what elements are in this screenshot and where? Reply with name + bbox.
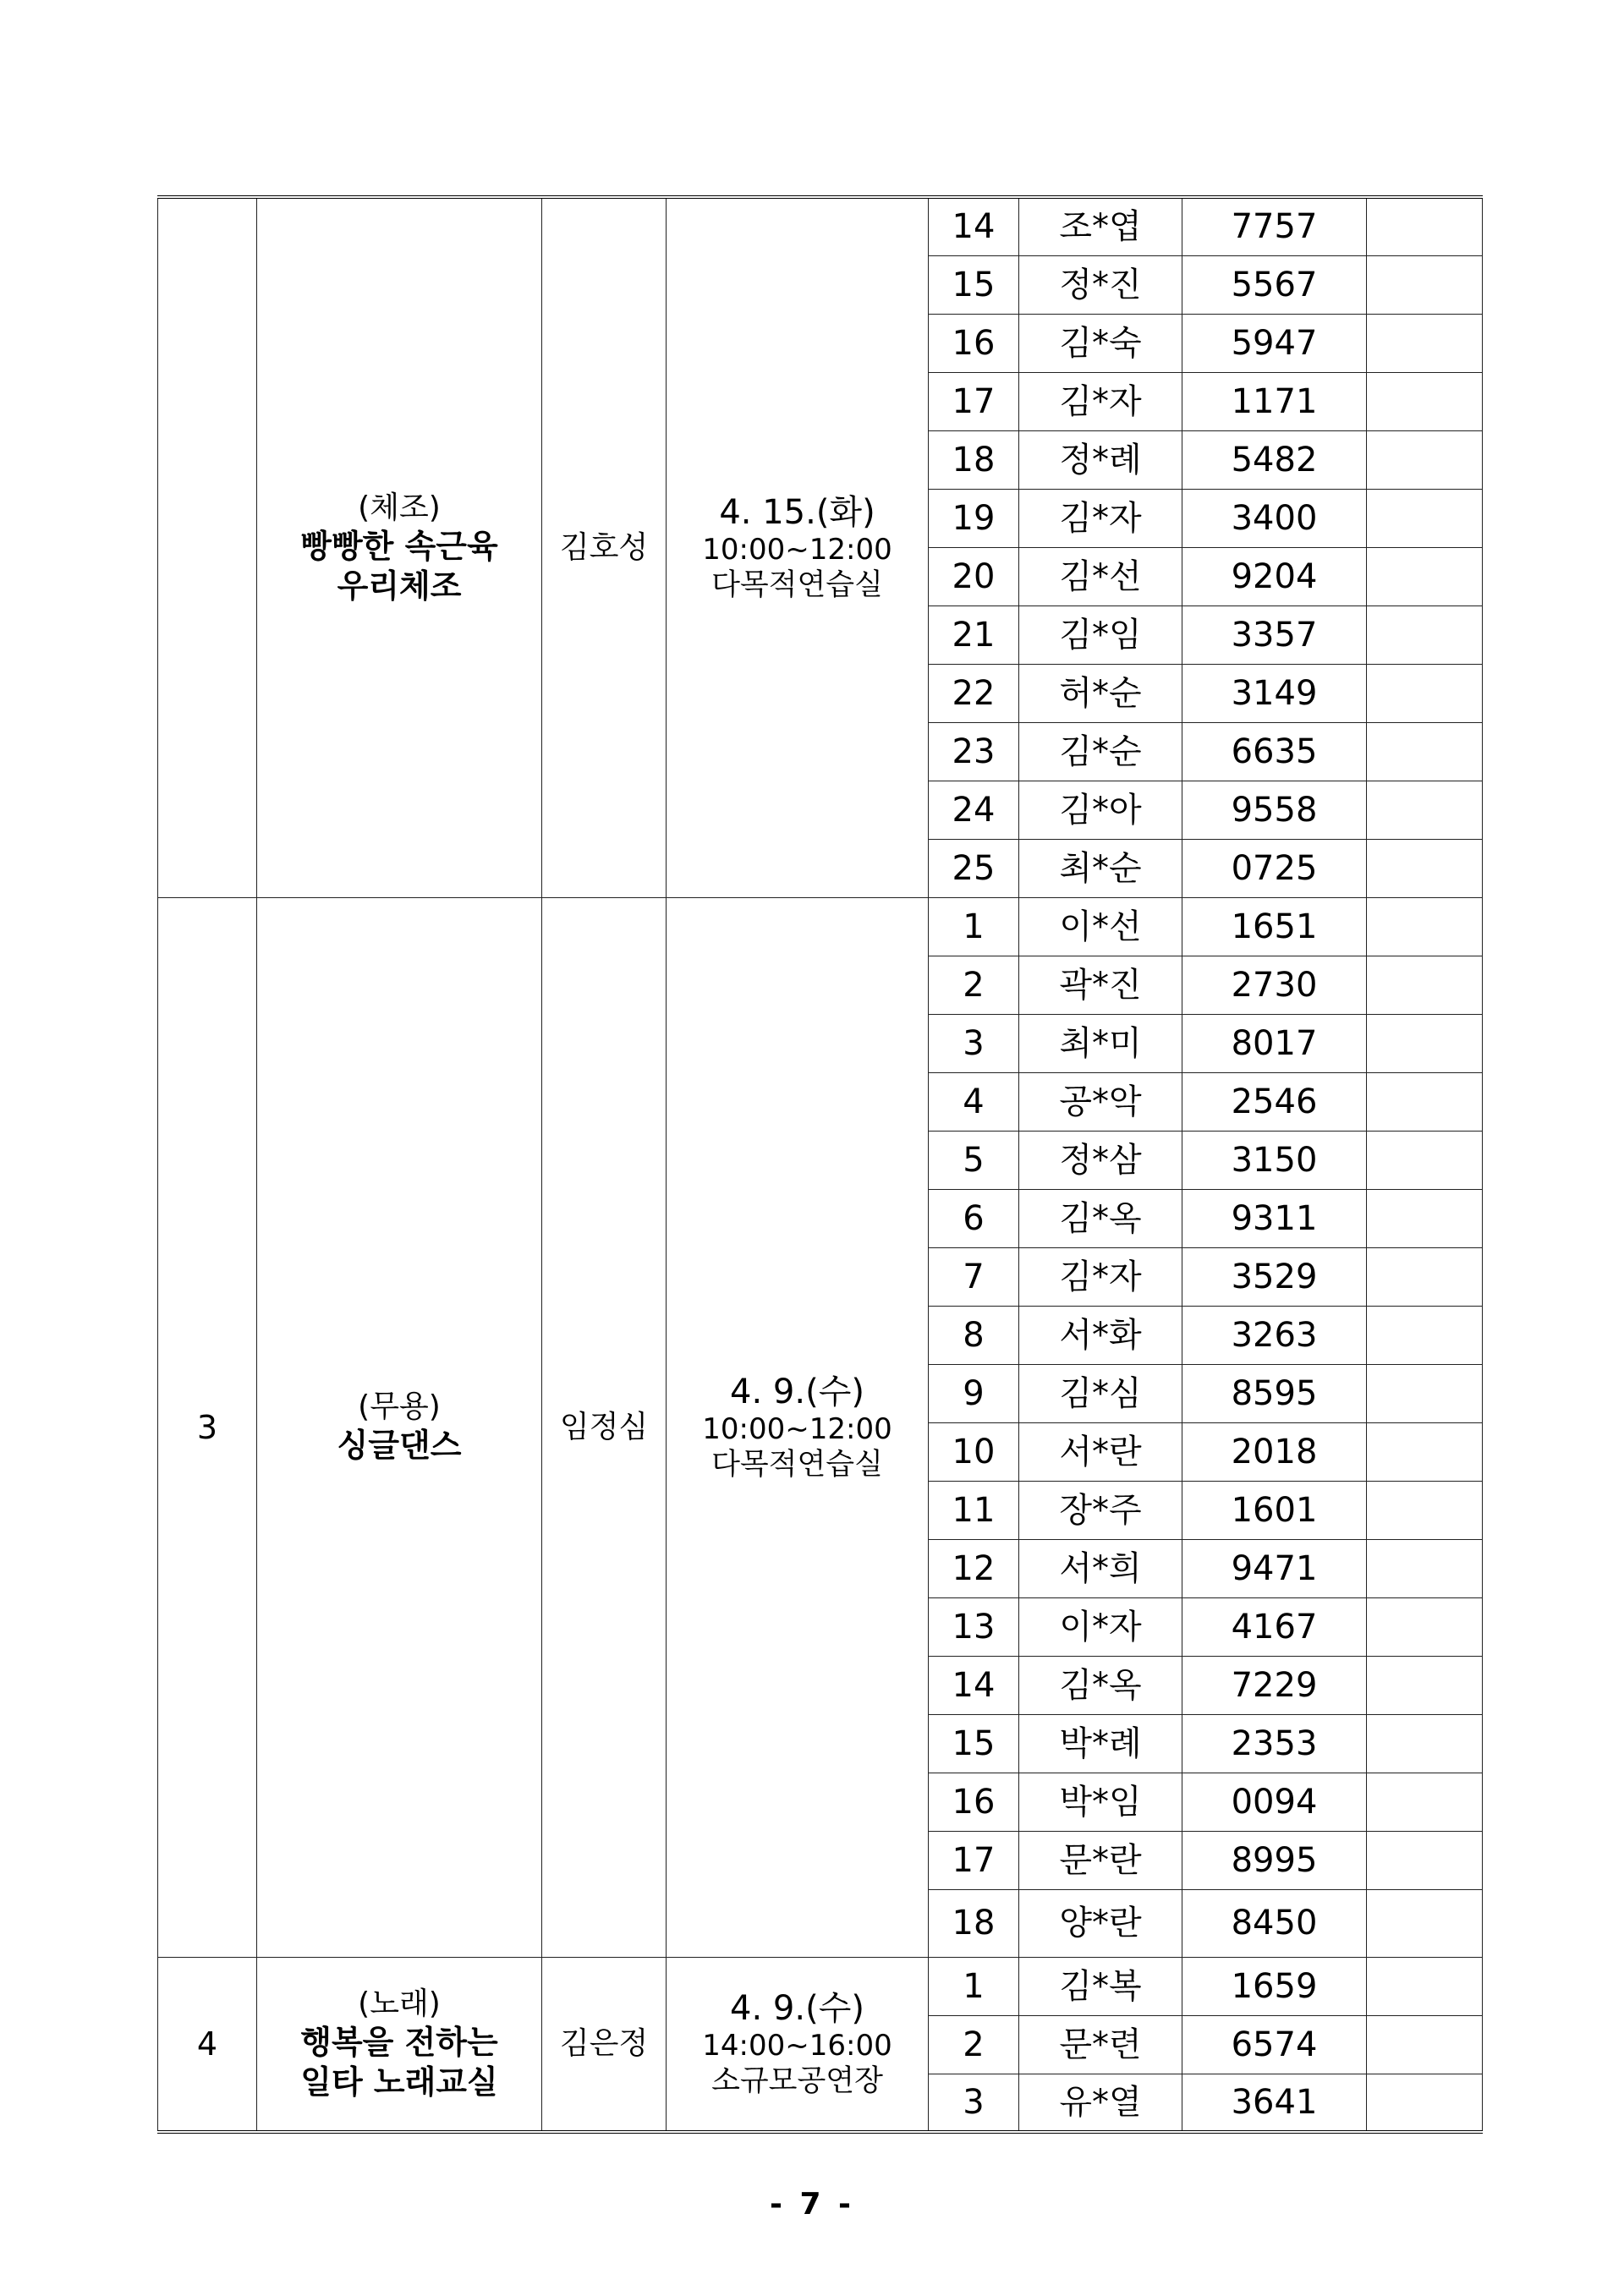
schedule-time: 14:00~16:00 — [702, 2029, 892, 2063]
participant-name: 김*순 — [1019, 722, 1182, 781]
participant-name: 문*련 — [1019, 2015, 1182, 2074]
participant-name: 양*란 — [1019, 1889, 1182, 1957]
participant-number: 4 — [929, 1072, 1019, 1131]
remarks-cell — [1367, 547, 1483, 606]
participant-code: 7757 — [1182, 197, 1367, 255]
participant-code: 9311 — [1182, 1189, 1367, 1247]
program-name-line: 빵빵한 속근육 — [300, 527, 498, 565]
program-name-line: 일타 노래교실 — [300, 2063, 498, 2101]
remarks-cell — [1367, 1957, 1483, 2015]
participant-code: 6574 — [1182, 2015, 1367, 2074]
participant-name: 장*주 — [1019, 1481, 1182, 1539]
remarks-cell — [1367, 372, 1483, 430]
program-number: 4 — [158, 1957, 257, 2132]
remarks-cell — [1367, 839, 1483, 897]
schedule — [667, 197, 929, 897]
program-title — [257, 197, 542, 897]
participant-code: 3357 — [1182, 606, 1367, 664]
participant-name: 문*란 — [1019, 1831, 1182, 1889]
participant-number: 8 — [929, 1306, 1019, 1364]
participant-code: 3149 — [1182, 664, 1367, 722]
participant-name: 김*아 — [1019, 781, 1182, 839]
program-category: (무용) — [358, 1389, 441, 1425]
remarks-cell — [1367, 781, 1483, 839]
participant-name: 김*자 — [1019, 1247, 1182, 1306]
participant-number: 13 — [929, 1597, 1019, 1656]
remarks-cell — [1367, 956, 1483, 1014]
schedule-date: 4. 15.(화) — [719, 493, 875, 533]
schedule-date: 4. 9.(수) — [730, 1989, 864, 2029]
participant-code: 8017 — [1182, 1014, 1367, 1072]
remarks-cell — [1367, 255, 1483, 314]
remarks-cell — [1367, 1597, 1483, 1656]
participant-number: 24 — [929, 781, 1019, 839]
participant-name: 유*열 — [1019, 2074, 1182, 2132]
participant-name: 김*선 — [1019, 547, 1182, 606]
participant-number: 15 — [929, 1714, 1019, 1773]
remarks-cell — [1367, 1422, 1483, 1481]
participant-name: 곽*진 — [1019, 956, 1182, 1014]
participant-name: 김*임 — [1019, 606, 1182, 664]
participant-name: 정*진 — [1019, 255, 1182, 314]
schedule-room: 다목적연습실 — [711, 568, 883, 603]
participant-number: 19 — [929, 489, 1019, 547]
participant-number: 2 — [929, 956, 1019, 1014]
participant-number: 17 — [929, 372, 1019, 430]
participant-number: 1 — [929, 897, 1019, 956]
schedule-room: 다목적연습실 — [711, 1447, 883, 1482]
participant-code: 4167 — [1182, 1597, 1367, 1656]
participant-number: 18 — [929, 1889, 1019, 1957]
participant-number: 18 — [929, 430, 1019, 489]
participant-name: 박*례 — [1019, 1714, 1182, 1773]
schedule — [667, 897, 929, 1957]
participant-code: 3400 — [1182, 489, 1367, 547]
participant-name: 서*화 — [1019, 1306, 1182, 1364]
remarks-cell — [1367, 722, 1483, 781]
remarks-cell — [1367, 1773, 1483, 1831]
participant-name: 서*희 — [1019, 1539, 1182, 1597]
program-number — [158, 197, 257, 897]
participant-code: 8595 — [1182, 1364, 1367, 1422]
remarks-cell — [1367, 1539, 1483, 1597]
participant-code: 9204 — [1182, 547, 1367, 606]
remarks-cell — [1367, 664, 1483, 722]
remarks-cell — [1367, 2074, 1483, 2132]
participant-number: 15 — [929, 255, 1019, 314]
participant-code: 3641 — [1182, 2074, 1367, 2132]
instructor-name: 임정심 — [542, 897, 667, 1957]
participant-code: 6635 — [1182, 722, 1367, 781]
participant-code: 1651 — [1182, 897, 1367, 956]
remarks-cell — [1367, 1831, 1483, 1889]
remarks-cell — [1367, 1889, 1483, 1957]
participant-number: 3 — [929, 2074, 1019, 2132]
participant-code: 0725 — [1182, 839, 1367, 897]
participant-code: 1659 — [1182, 1957, 1367, 2015]
program-category: (노래) — [358, 1986, 441, 2021]
participant-number: 23 — [929, 722, 1019, 781]
remarks-cell — [1367, 1189, 1483, 1247]
remarks-cell — [1367, 1656, 1483, 1714]
remarks-cell — [1367, 314, 1483, 372]
program-category: (체조) — [358, 490, 441, 525]
participant-name: 정*례 — [1019, 430, 1182, 489]
participant-code: 3150 — [1182, 1131, 1367, 1189]
participant-code: 0094 — [1182, 1773, 1367, 1831]
participant-code: 8995 — [1182, 1831, 1367, 1889]
remarks-cell — [1367, 1364, 1483, 1422]
participant-name: 공*악 — [1019, 1072, 1182, 1131]
participant-number: 11 — [929, 1481, 1019, 1539]
schedule-room: 소규모공연장 — [711, 2064, 883, 2099]
remarks-cell — [1367, 1014, 1483, 1072]
program-name-line: 행복을 전하는 — [300, 2023, 498, 2061]
participant-code: 3263 — [1182, 1306, 1367, 1364]
participant-code: 5947 — [1182, 314, 1367, 372]
remarks-cell — [1367, 1247, 1483, 1306]
participant-name: 김*자 — [1019, 372, 1182, 430]
schedule-time: 10:00~12:00 — [702, 533, 892, 567]
participant-number: 14 — [929, 1656, 1019, 1714]
participant-number: 16 — [929, 314, 1019, 372]
program-title — [257, 897, 542, 1957]
remarks-cell — [1367, 197, 1483, 255]
schedule-date: 4. 9.(수) — [730, 1373, 864, 1412]
participant-table — [157, 195, 1483, 2134]
participant-code: 8450 — [1182, 1889, 1367, 1957]
participant-code: 2018 — [1182, 1422, 1367, 1481]
instructor-name: 김은정 — [542, 1957, 667, 2132]
program-number: 3 — [158, 897, 257, 1957]
participant-name: 김*자 — [1019, 489, 1182, 547]
participant-number: 25 — [929, 839, 1019, 897]
participant-number: 20 — [929, 547, 1019, 606]
participant-number: 7 — [929, 1247, 1019, 1306]
participant-code: 3529 — [1182, 1247, 1367, 1306]
remarks-cell — [1367, 2015, 1483, 2074]
participant-code: 1601 — [1182, 1481, 1367, 1539]
participant-name: 김*옥 — [1019, 1656, 1182, 1714]
participant-code: 5482 — [1182, 430, 1367, 489]
remarks-cell — [1367, 430, 1483, 489]
participant-number: 17 — [929, 1831, 1019, 1889]
schedule — [667, 1957, 929, 2132]
remarks-cell — [1367, 1072, 1483, 1131]
participant-number: 12 — [929, 1539, 1019, 1597]
participant-code: 7229 — [1182, 1656, 1367, 1714]
participant-name: 조*엽 — [1019, 197, 1182, 255]
table-row — [158, 897, 1483, 956]
participant-name: 김*심 — [1019, 1364, 1182, 1422]
remarks-cell — [1367, 606, 1483, 664]
participant-number: 1 — [929, 1957, 1019, 2015]
participant-name: 정*삼 — [1019, 1131, 1182, 1189]
remarks-cell — [1367, 1306, 1483, 1364]
remarks-cell — [1367, 1714, 1483, 1773]
remarks-cell — [1367, 1481, 1483, 1539]
participant-name: 김*옥 — [1019, 1189, 1182, 1247]
participant-name: 최*순 — [1019, 839, 1182, 897]
participant-name: 최*미 — [1019, 1014, 1182, 1072]
participant-number: 22 — [929, 664, 1019, 722]
participant-name: 서*란 — [1019, 1422, 1182, 1481]
participant-name: 허*순 — [1019, 664, 1182, 722]
participant-code: 9558 — [1182, 781, 1367, 839]
remarks-cell — [1367, 489, 1483, 547]
participant-name: 이*자 — [1019, 1597, 1182, 1656]
participant-number: 10 — [929, 1422, 1019, 1481]
instructor-name: 김호성 — [542, 197, 667, 897]
table-row — [158, 1957, 1483, 2015]
participant-code: 9471 — [1182, 1539, 1367, 1597]
participant-number: 6 — [929, 1189, 1019, 1247]
participant-number: 21 — [929, 606, 1019, 664]
participant-code: 2353 — [1182, 1714, 1367, 1773]
program-name-line: 우리체조 — [337, 567, 462, 606]
participant-number: 5 — [929, 1131, 1019, 1189]
participant-code: 2546 — [1182, 1072, 1367, 1131]
participant-number: 9 — [929, 1364, 1019, 1422]
participant-number: 16 — [929, 1773, 1019, 1831]
page-number: - 7 - — [770, 2187, 854, 2222]
participant-name: 이*선 — [1019, 897, 1182, 956]
participant-number: 14 — [929, 197, 1019, 255]
table-row — [158, 197, 1483, 255]
participant-code: 1171 — [1182, 372, 1367, 430]
participant-name: 김*복 — [1019, 1957, 1182, 2015]
remarks-cell — [1367, 1131, 1483, 1189]
participant-code: 5567 — [1182, 255, 1367, 314]
participant-code: 2730 — [1182, 956, 1367, 1014]
participant-number: 2 — [929, 2015, 1019, 2074]
participant-name: 김*숙 — [1019, 314, 1182, 372]
program-name-line: 싱글댄스 — [337, 1427, 462, 1465]
remarks-cell — [1367, 897, 1483, 956]
program-title — [257, 1957, 542, 2132]
schedule-time: 10:00~12:00 — [702, 1412, 892, 1447]
participant-name: 박*임 — [1019, 1773, 1182, 1831]
table-body — [158, 197, 1483, 2132]
participant-number: 3 — [929, 1014, 1019, 1072]
